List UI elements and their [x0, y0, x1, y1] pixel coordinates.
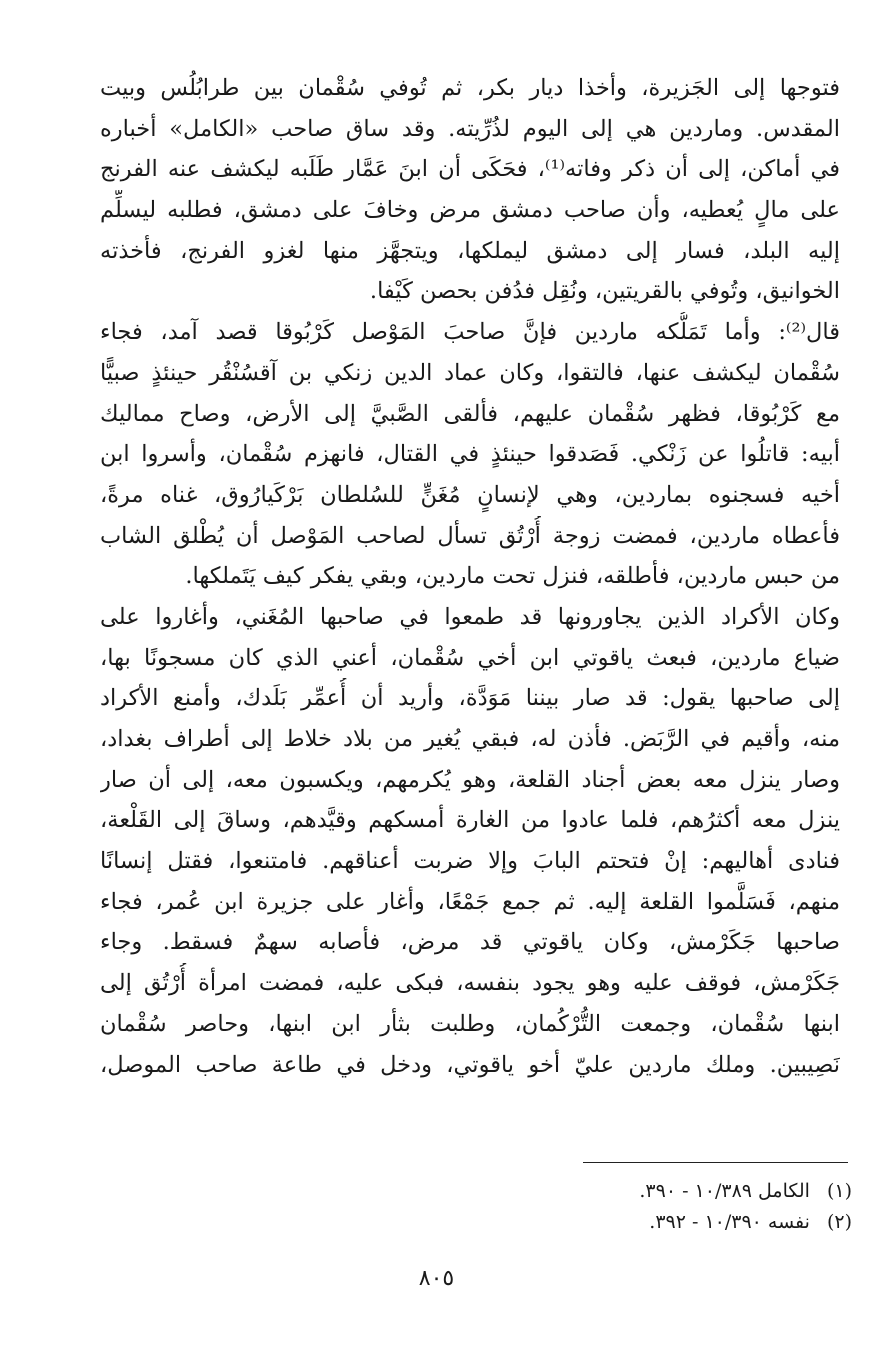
text-line: منهم، فَسَلَّموا القلعة إليه. ثم جمع جَمْعًا، وأغار على جزيرة ابن عُمر، فجاء	[100, 888, 840, 915]
text-line: أبيه: قاتلُوا عن زَنْكي. فَصَدقوا حينئذٍ في القتال، فانهزم سُقْمان، وأسروا ابن	[100, 441, 840, 468]
footnote-text: نفسه ١٠/٣٩٠ - ٣٩٢.	[649, 1211, 810, 1233]
text-line: ينزل معه أكثرُهم، فلما عادوا من الغارة أمسكهم وقيَّدهم، وساقَ إلى القَلْعة،	[100, 807, 840, 834]
text-line: إليه البلد، فسار إلى دمشق ليملكها، ويتجهَّز منها لغزو الفرنج، فأخذته	[100, 237, 840, 264]
text-line: مع كَرْبُوقا، فظهر سُقْمان عليهم، فألقى الصَّبيَّ إلى الأرض، وصاح مماليك	[100, 400, 840, 427]
text-line: فتوجها إلى الجَزيرة، وأخذا ديار بكر، ثم تُوفي سُقْمان بين طرابُلُس وبيت	[100, 75, 840, 101]
text-line: جَكَرْمش، فوقف عليه وهو يجود بنفسه، فبكى عليه، فمضت امرأة أُرْتُق إلى	[100, 970, 840, 997]
text-line: على مالٍ يُعطيه، وأن صاحب دمشق مرض وخافَ على دمشق، فطلبه ليسلِّم	[100, 197, 840, 224]
footnote	[480, 1207, 852, 1238]
text-line: أخيه فسجنوه بماردين، وهي لإنسانٍ مُغَنٍّ للسُلطان بَرْكَيارُوق، غناه مرةً،	[100, 481, 840, 508]
text-line: قال⁽²⁾: وأما تَمَلُّكه ماردين فإنَّ صاحبَ المَوْصل كَرْبُوقا قصد آمد، فجاء	[100, 319, 840, 346]
text-line: صاحبها جَكَرْمش، وكان ياقوتي قد مرض، فأصابه سهمٌ فسقط. وجاء	[100, 929, 840, 956]
text-line: الخوانيق، وتُوفي بالقريتين، ونُقِل فدُفن بحصن كَيْفا.	[369, 278, 840, 305]
text-line: في أماكن، إلى أن ذكر وفاته⁽¹⁾، فحَكَى أن ابنَ عَمَّار طَلَبه ليكشف عنه الفرنج	[100, 156, 840, 183]
text-line: سُقْمان ليكشف عنها، فالتقوا، وكان عماد الدين زنكي بن آقسُنْقُر حينئذٍ صبيًّا	[100, 359, 840, 386]
text-line: ابنها سُقْمان، وجمعت التُّرْكُمان، وطلبت بثأر ابن ابنها، وحاصر سُقْمان	[100, 1010, 840, 1037]
footnote-divider	[583, 1162, 848, 1163]
text-line: من حبس ماردين، فأطلقه، فنزل تحت ماردين، وبقي يفكر كيف يَتَملكها.	[185, 563, 840, 590]
text-line: فنادى أهاليهم: إنْ فتحتم البابَ وإلا ضربت أعناقهم. فامتنعوا، فقتل إنسانًا	[100, 848, 840, 875]
footnote-number: (١)	[826, 1180, 852, 1202]
page-number: ٨٠٥	[418, 1266, 455, 1291]
text-line: منه، وأقيم في الرَّبَض. فأذن له، فبقي يُغير من بلاد خلاط إلى أطراف بغداد،	[100, 726, 840, 752]
text-line: ضياع ماردين، فبعث ياقوتي ابن أخي سُقْمان، أعني الذي كان مسجونًا بها،	[100, 644, 840, 671]
text-line: وصار ينزل معه بعض أجناد القلعة، وهو يُكرمهم، ويكسبون معه، إلى أن صار	[100, 766, 840, 793]
footnote-text: الكامل ١٠/٣٨٩ - ٣٩٠.	[639, 1180, 810, 1202]
footnote	[480, 1176, 852, 1207]
body-text	[100, 68, 840, 1085]
text-line: المقدس. وماردين هي إلى اليوم لذُرِّيته. وقد ساق صاحب «الكامل» أخباره	[100, 115, 840, 142]
footnotes	[480, 1176, 852, 1238]
text-line: فأعطاه ماردين، فمضت زوجة أُرْتُق تسأل لصاحب المَوْصل أن يُطْلق الشاب	[100, 522, 840, 549]
text-line: وكان الأكراد الذين يجاورونها قد طمعوا في صاحبها المُغَني، وأغاروا على	[100, 603, 840, 630]
footnote-number: (٢)	[826, 1211, 852, 1233]
text-line: إلى صاحبها يقول: قد صار بيننا مَوَدَّة، وأريد أن أُعمِّر بَلَدك، وأمنع الأكراد	[100, 685, 840, 712]
text-line: نَصِيبين. وملك ماردين عليّ أخو ياقوتي، ودخل في طاعة صاحب الموصل،	[100, 1051, 840, 1078]
